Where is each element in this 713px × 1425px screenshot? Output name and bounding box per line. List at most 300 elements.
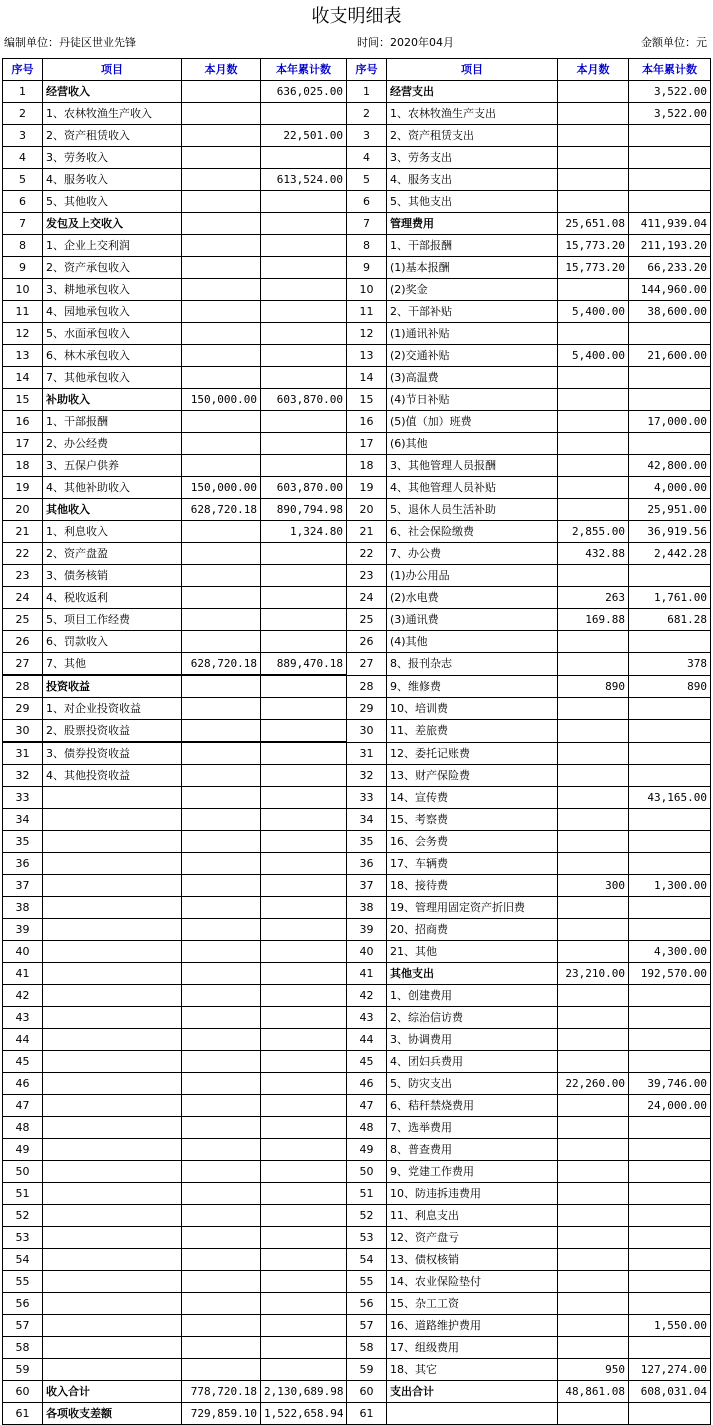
left-item-label: 经营收入: [43, 81, 182, 103]
left-ytd-amount: [261, 1205, 347, 1227]
right-item-label: 其他支出: [387, 963, 558, 985]
table-row: [3, 1139, 711, 1161]
left-row-number: 2: [3, 103, 43, 125]
left-row-number: 18: [3, 455, 43, 477]
right-item-label: (2)水电费: [387, 587, 558, 609]
right-month-amount: [558, 742, 629, 765]
left-ytd-amount: [261, 985, 347, 1007]
right-item-label: (5)值（加）班费: [387, 411, 558, 433]
left-row-number: 24: [3, 587, 43, 609]
table-row: [3, 1381, 711, 1403]
left-month-amount: [182, 235, 261, 257]
left-ytd-amount: [261, 1359, 347, 1381]
left-row-number: 49: [3, 1139, 43, 1161]
left-ytd-amount: [261, 1051, 347, 1073]
left-row-number: 13: [3, 345, 43, 367]
right-ytd-amount: [629, 323, 711, 345]
left-row-number: 32: [3, 765, 43, 787]
table-row: [3, 1293, 711, 1315]
right-row-number: 19: [347, 477, 387, 499]
right-item-label: 17、车辆费: [387, 853, 558, 875]
left-row-number: 5: [3, 169, 43, 191]
table-row: [3, 257, 711, 279]
right-item-label: 11、利息支出: [387, 1205, 558, 1227]
right-ytd-amount: 192,570.00: [629, 963, 711, 985]
table-row: [3, 103, 711, 125]
right-ytd-amount: [629, 433, 711, 455]
right-row-number: 34: [347, 809, 387, 831]
left-row-number: 26: [3, 631, 43, 653]
left-item-label: [43, 875, 182, 897]
left-item-label: 收入合计: [43, 1381, 182, 1403]
table-row: [3, 1271, 711, 1293]
right-row-number: 46: [347, 1073, 387, 1095]
table-row: [3, 455, 711, 477]
right-ytd-amount: 4,000.00: [629, 477, 711, 499]
right-month-amount: [558, 698, 629, 720]
left-item-label: 各项收支差额: [43, 1403, 182, 1425]
left-month-amount: [182, 257, 261, 279]
right-item-label: 19、管理用固定资产折旧费: [387, 897, 558, 919]
left-row-number: 29: [3, 698, 43, 720]
left-ytd-amount: [261, 1029, 347, 1051]
left-item-label: 2、资产租赁收入: [43, 125, 182, 147]
table-row: [3, 941, 711, 963]
left-ytd-amount: [261, 831, 347, 853]
left-item-label: [43, 1051, 182, 1073]
right-month-amount: [558, 1271, 629, 1293]
left-month-amount: [182, 81, 261, 103]
left-month-amount: [182, 787, 261, 809]
left-ytd-amount: [261, 919, 347, 941]
right-ytd-amount: 211,193.20: [629, 235, 711, 257]
right-row-number: 25: [347, 609, 387, 631]
right-month-amount: [558, 411, 629, 433]
left-month-amount: 778,720.18: [182, 1381, 261, 1403]
table-row: [3, 831, 711, 853]
right-ytd-amount: [629, 831, 711, 853]
right-month-amount: [558, 631, 629, 653]
right-month-amount: [558, 941, 629, 963]
right-item-label: (3)通讯费: [387, 609, 558, 631]
left-ytd-amount: [261, 411, 347, 433]
right-item-label: 4、团妇兵费用: [387, 1051, 558, 1073]
left-item-label: [43, 897, 182, 919]
right-ytd-amount: 42,800.00: [629, 455, 711, 477]
header-left-no: 序号: [3, 59, 43, 81]
left-ytd-amount: [261, 941, 347, 963]
right-item-label: 1、农林牧渔生产支出: [387, 103, 558, 125]
right-month-amount: [558, 1293, 629, 1315]
right-row-number: 15: [347, 389, 387, 411]
left-ytd-amount: [261, 1227, 347, 1249]
left-item-label: 3、债券投资收益: [43, 742, 182, 765]
left-ytd-amount: [261, 1073, 347, 1095]
right-month-amount: 950: [558, 1359, 629, 1381]
right-month-amount: [558, 1007, 629, 1029]
right-month-amount: 5,400.00: [558, 301, 629, 323]
table-row: [3, 698, 711, 720]
right-row-number: 55: [347, 1271, 387, 1293]
right-month-amount: [558, 1117, 629, 1139]
right-month-amount: [558, 499, 629, 521]
right-row-number: 8: [347, 235, 387, 257]
left-item-label: 投资收益: [43, 675, 182, 698]
left-row-number: 50: [3, 1161, 43, 1183]
table-row: [3, 1051, 711, 1073]
compiling-unit: 编制单位：丹徒区世业先锋: [4, 36, 136, 49]
left-item-label: 6、林木承包收入: [43, 345, 182, 367]
left-row-number: 38: [3, 897, 43, 919]
right-month-amount: [558, 477, 629, 499]
table-row: [3, 543, 711, 565]
right-ytd-amount: [629, 631, 711, 653]
right-ytd-amount: [629, 1293, 711, 1315]
left-item-label: 补助收入: [43, 389, 182, 411]
right-item-label: 管理费用: [387, 213, 558, 235]
right-item-label: 2、综治信访费: [387, 1007, 558, 1029]
left-month-amount: [182, 1293, 261, 1315]
table-row: [3, 985, 711, 1007]
table-row: [3, 631, 711, 653]
left-ytd-amount: [261, 103, 347, 125]
left-month-amount: [182, 742, 261, 765]
right-item-label: 9、维修费: [387, 675, 558, 698]
left-month-amount: [182, 985, 261, 1007]
left-ytd-amount: [261, 1315, 347, 1337]
left-month-amount: [182, 1117, 261, 1139]
right-row-number: 37: [347, 875, 387, 897]
left-item-label: 发包及上交收入: [43, 213, 182, 235]
left-month-amount: [182, 1183, 261, 1205]
left-row-number: 27: [3, 653, 43, 676]
left-row-number: 34: [3, 809, 43, 831]
left-item-label: [43, 941, 182, 963]
left-month-amount: [182, 765, 261, 787]
left-month-amount: [182, 1007, 261, 1029]
left-item-label: [43, 1315, 182, 1337]
right-row-number: 10: [347, 279, 387, 301]
left-month-amount: [182, 1161, 261, 1183]
right-month-amount: [558, 1315, 629, 1337]
left-item-label: [43, 787, 182, 809]
right-month-amount: 15,773.20: [558, 235, 629, 257]
left-item-label: 4、其他补助收入: [43, 477, 182, 499]
right-item-label: 4、其他管理人员补贴: [387, 477, 558, 499]
left-month-amount: [182, 1051, 261, 1073]
table-row: [3, 147, 711, 169]
left-row-number: 44: [3, 1029, 43, 1051]
right-month-amount: [558, 1205, 629, 1227]
right-row-number: 27: [347, 653, 387, 676]
left-month-amount: [182, 675, 261, 698]
table-row: [3, 875, 711, 897]
left-row-number: 14: [3, 367, 43, 389]
left-ytd-amount: 890,794.98: [261, 499, 347, 521]
left-item-label: [43, 1337, 182, 1359]
left-row-number: 3: [3, 125, 43, 147]
left-ytd-amount: [261, 367, 347, 389]
right-item-label: 2、干部补贴: [387, 301, 558, 323]
right-row-number: 61: [347, 1403, 387, 1425]
right-item-label: 18、接待费: [387, 875, 558, 897]
left-row-number: 45: [3, 1051, 43, 1073]
left-ytd-amount: 1,324.80: [261, 521, 347, 543]
right-month-amount: [558, 787, 629, 809]
table-row: [3, 279, 711, 301]
right-month-amount: [558, 1029, 629, 1051]
left-month-amount: [182, 279, 261, 301]
left-item-label: [43, 1161, 182, 1183]
left-ytd-amount: [261, 787, 347, 809]
table-row: [3, 169, 711, 191]
right-item-label: 10、防违拆违费用: [387, 1183, 558, 1205]
right-row-number: 47: [347, 1095, 387, 1117]
right-item-label: 21、其他: [387, 941, 558, 963]
right-ytd-amount: [629, 367, 711, 389]
right-item-label: 7、办公费: [387, 543, 558, 565]
table-row: [3, 411, 711, 433]
left-ytd-amount: [261, 675, 347, 698]
left-ytd-amount: [261, 1337, 347, 1359]
right-ytd-amount: [629, 1205, 711, 1227]
right-month-amount: 890: [558, 675, 629, 698]
right-row-number: 32: [347, 765, 387, 787]
right-item-label: 17、组级费用: [387, 1337, 558, 1359]
right-month-amount: 300: [558, 875, 629, 897]
right-ytd-amount: 890: [629, 675, 711, 698]
header-right-month: 本月数: [558, 59, 629, 81]
table-row: [3, 389, 711, 411]
left-row-number: 21: [3, 521, 43, 543]
right-month-amount: [558, 653, 629, 676]
right-ytd-amount: [629, 125, 711, 147]
right-ytd-amount: [629, 147, 711, 169]
right-row-number: 12: [347, 323, 387, 345]
left-month-amount: [182, 103, 261, 125]
left-item-label: 3、五保户供养: [43, 455, 182, 477]
table-row: [3, 1227, 711, 1249]
right-ytd-amount: [629, 698, 711, 720]
right-ytd-amount: [629, 1117, 711, 1139]
left-month-amount: [182, 831, 261, 853]
right-row-number: 41: [347, 963, 387, 985]
left-row-number: 22: [3, 543, 43, 565]
right-row-number: 28: [347, 675, 387, 698]
left-row-number: 31: [3, 742, 43, 765]
right-item-label: 13、债权核销: [387, 1249, 558, 1271]
left-row-number: 42: [3, 985, 43, 1007]
right-month-amount: [558, 919, 629, 941]
right-month-amount: 22,260.00: [558, 1073, 629, 1095]
left-month-amount: [182, 411, 261, 433]
right-row-number: 53: [347, 1227, 387, 1249]
table-row: [3, 742, 711, 765]
left-month-amount: [182, 301, 261, 323]
right-month-amount: [558, 1161, 629, 1183]
left-item-label: 4、服务收入: [43, 169, 182, 191]
left-ytd-amount: 603,870.00: [261, 477, 347, 499]
right-month-amount: [558, 1403, 629, 1425]
right-row-number: 4: [347, 147, 387, 169]
left-month-amount: [182, 1337, 261, 1359]
right-month-amount: [558, 565, 629, 587]
left-row-number: 30: [3, 720, 43, 743]
left-ytd-amount: [261, 543, 347, 565]
table-row: [3, 1249, 711, 1271]
right-item-label: 10、培训费: [387, 698, 558, 720]
right-item-label: (4)其他: [387, 631, 558, 653]
right-month-amount: [558, 720, 629, 743]
left-row-number: 58: [3, 1337, 43, 1359]
right-ytd-amount: [629, 742, 711, 765]
right-item-label: 支出合计: [387, 1381, 558, 1403]
left-month-amount: [182, 1205, 261, 1227]
right-ytd-amount: 411,939.04: [629, 213, 711, 235]
header-right-item: 项目: [387, 59, 558, 81]
left-ytd-amount: [261, 1293, 347, 1315]
left-ytd-amount: [261, 433, 347, 455]
right-month-amount: 25,651.08: [558, 213, 629, 235]
left-month-amount: [182, 169, 261, 191]
right-item-label: (1)通讯补贴: [387, 323, 558, 345]
left-row-number: 7: [3, 213, 43, 235]
right-ytd-amount: [629, 389, 711, 411]
left-item-label: 2、股票投资收益: [43, 720, 182, 743]
right-ytd-amount: [629, 191, 711, 213]
right-row-number: 36: [347, 853, 387, 875]
right-ytd-amount: [629, 169, 711, 191]
left-row-number: 1: [3, 81, 43, 103]
left-ytd-amount: 2,130,689.98: [261, 1381, 347, 1403]
left-item-label: [43, 1095, 182, 1117]
table-row: [3, 897, 711, 919]
right-month-amount: 263: [558, 587, 629, 609]
left-item-label: 1、干部报酬: [43, 411, 182, 433]
left-row-number: 59: [3, 1359, 43, 1381]
right-row-number: 22: [347, 543, 387, 565]
right-row-number: 3: [347, 125, 387, 147]
left-month-amount: [182, 1249, 261, 1271]
left-ytd-amount: 613,524.00: [261, 169, 347, 191]
left-row-number: 46: [3, 1073, 43, 1095]
right-ytd-amount: 127,274.00: [629, 1359, 711, 1381]
left-month-amount: [182, 147, 261, 169]
right-month-amount: 169.88: [558, 609, 629, 631]
table-row: [3, 499, 711, 521]
right-ytd-amount: 24,000.00: [629, 1095, 711, 1117]
left-row-number: 36: [3, 853, 43, 875]
table-row: [3, 565, 711, 587]
right-row-number: 1: [347, 81, 387, 103]
left-ytd-amount: [261, 742, 347, 765]
left-item-label: [43, 1029, 182, 1051]
table-row: [3, 1007, 711, 1029]
left-month-amount: [182, 720, 261, 743]
table-row: [3, 963, 711, 985]
left-ytd-amount: 603,870.00: [261, 389, 347, 411]
table-header-row: [3, 59, 711, 81]
left-month-amount: [182, 919, 261, 941]
right-row-number: 13: [347, 345, 387, 367]
left-month-amount: 628,720.18: [182, 499, 261, 521]
right-row-number: 42: [347, 985, 387, 1007]
left-item-label: 其他收入: [43, 499, 182, 521]
left-ytd-amount: [261, 875, 347, 897]
table-row: [3, 1315, 711, 1337]
right-row-number: 35: [347, 831, 387, 853]
right-ytd-amount: [629, 1007, 711, 1029]
right-row-number: 50: [347, 1161, 387, 1183]
left-item-label: [43, 1183, 182, 1205]
right-month-amount: [558, 809, 629, 831]
right-month-amount: [558, 147, 629, 169]
left-ytd-amount: [261, 213, 347, 235]
right-item-label: (1)基本报酬: [387, 257, 558, 279]
right-row-number: 56: [347, 1293, 387, 1315]
left-ytd-amount: [261, 853, 347, 875]
right-ytd-amount: [629, 1337, 711, 1359]
right-ytd-amount: [629, 919, 711, 941]
left-ytd-amount: [261, 809, 347, 831]
right-item-label: 13、财产保险费: [387, 765, 558, 787]
left-item-label: [43, 1007, 182, 1029]
left-row-number: 20: [3, 499, 43, 521]
left-ytd-amount: [261, 897, 347, 919]
left-month-amount: [182, 433, 261, 455]
left-item-label: [43, 1117, 182, 1139]
left-month-amount: [182, 367, 261, 389]
right-ytd-amount: 39,746.00: [629, 1073, 711, 1095]
right-month-amount: [558, 455, 629, 477]
right-row-number: 23: [347, 565, 387, 587]
left-month-amount: 729,859.10: [182, 1403, 261, 1425]
left-row-number: 51: [3, 1183, 43, 1205]
left-item-label: [43, 1227, 182, 1249]
right-ytd-amount: 66,233.20: [629, 257, 711, 279]
right-ytd-amount: 144,960.00: [629, 279, 711, 301]
left-row-number: 23: [3, 565, 43, 587]
table-row: [3, 301, 711, 323]
left-row-number: 48: [3, 1117, 43, 1139]
right-ytd-amount: 25,951.00: [629, 499, 711, 521]
right-item-label: (3)高温费: [387, 367, 558, 389]
left-item-label: 4、园地承包收入: [43, 301, 182, 323]
left-ytd-amount: [261, 565, 347, 587]
left-ytd-amount: 636,025.00: [261, 81, 347, 103]
left-month-amount: 628,720.18: [182, 653, 261, 676]
left-item-label: [43, 1249, 182, 1271]
left-month-amount: [182, 587, 261, 609]
left-item-label: [43, 1073, 182, 1095]
right-ytd-amount: 2,442.28: [629, 543, 711, 565]
right-row-number: 52: [347, 1205, 387, 1227]
right-month-amount: 15,773.20: [558, 257, 629, 279]
table-row: [3, 1117, 711, 1139]
left-row-number: 54: [3, 1249, 43, 1271]
right-item-label: 12、委托记账费: [387, 742, 558, 765]
left-item-label: 4、税收返利: [43, 587, 182, 609]
left-row-number: 43: [3, 1007, 43, 1029]
table-row: [3, 125, 711, 147]
left-month-amount: 150,000.00: [182, 389, 261, 411]
table-row: [3, 653, 711, 676]
right-item-label: 3、劳务支出: [387, 147, 558, 169]
table-row: [3, 919, 711, 941]
left-row-number: 11: [3, 301, 43, 323]
right-month-amount: [558, 389, 629, 411]
right-row-number: 20: [347, 499, 387, 521]
